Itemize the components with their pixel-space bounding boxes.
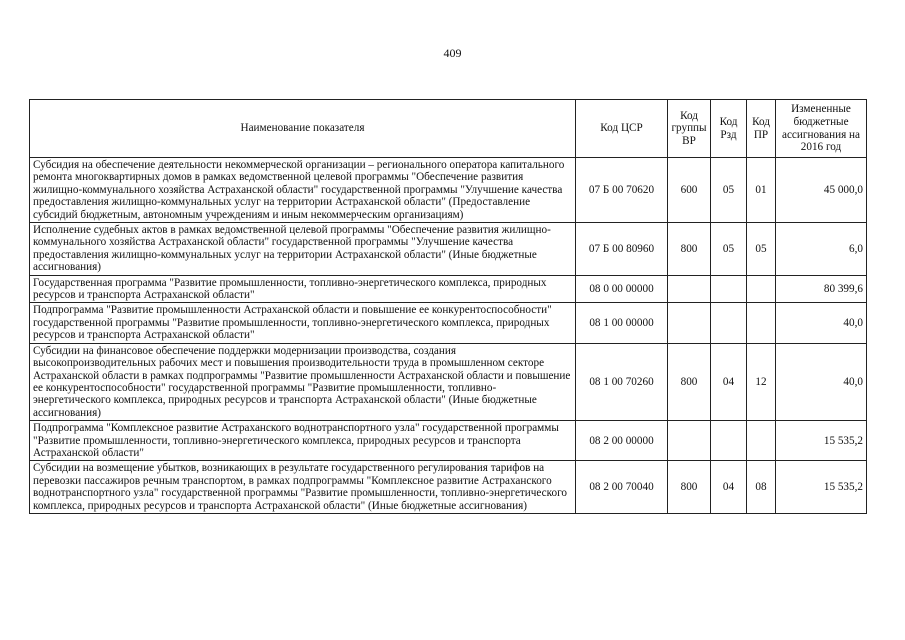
table-row: [30, 461, 867, 514]
row-rzd: [711, 421, 747, 461]
page-number: 409: [443, 46, 462, 60]
row-vr: 800: [668, 461, 711, 514]
row-rzd: [711, 303, 747, 343]
row-csr: 07 Б 00 80960: [576, 223, 668, 276]
row-pr: 01: [747, 158, 776, 223]
row-amount: 40,0: [776, 343, 867, 420]
row-vr: [668, 275, 711, 303]
row-amount: 40,0: [776, 303, 867, 343]
row-csr: 08 0 00 00000: [576, 275, 668, 303]
table-header-row: [30, 100, 867, 158]
row-amount: 80 399,6: [776, 275, 867, 303]
header-amount: Измененные бюджетные ассигнования на 2016 год: [776, 100, 867, 158]
row-rzd: 04: [711, 343, 747, 420]
row-vr: [668, 303, 711, 343]
row-csr: 08 1 00 70260: [576, 343, 668, 420]
row-name: Подпрограмма "Развитие промышленности Астраханской области и повышение ее конкурентоспособности" государственной программы "Развитие промышленности, топливно-энергетического комплекса, природных ресурсов и транспорта Астраханской области": [30, 303, 576, 343]
row-name: Субсидии на финансовое обеспечение поддержки модернизации производства, создания высокопроизводительных рабочих мест и повышения производительности труда в промышленном секторе Астраханской области в рамках подпрограммы "Развитие промышленности Астраханской области и повышение ее конкурентоспособности" государственной программы "Развитие промышленности, топливно-энергетического комплекса, природных ресурсов и транспорта Астраханской области" (Иные бюджетные ассигнования): [30, 343, 576, 420]
row-rzd: 05: [711, 158, 747, 223]
header-rzd: Код Рзд: [711, 100, 747, 158]
table-row: [30, 223, 867, 276]
row-vr: 800: [668, 223, 711, 276]
row-csr: 08 1 00 00000: [576, 303, 668, 343]
table-row: [30, 275, 867, 303]
row-amount: 45 000,0: [776, 158, 867, 223]
row-pr: [747, 421, 776, 461]
row-name: Субсидии на возмещение убытков, возникающих в результате государственного регулирования тарифов на перевозки пассажиров речным транспортом, в рамках подпрограммы "Комплексное развитие Астраханского воднотранспортного узла" государственной программы "Развитие промышленности, топливно-энергетического комплекса, природных ресурсов и транспорта Астраханской области" (Иные бюджетные ассигнования): [30, 461, 576, 514]
row-pr: 12: [747, 343, 776, 420]
row-csr: 07 Б 00 70620: [576, 158, 668, 223]
row-amount: 6,0: [776, 223, 867, 276]
row-name: Субсидия на обеспечение деятельности некоммерческой организации – регионального оператора капитального ремонта многоквартирных домов в рамках ведомственной целевой программы "Обеспечение развития жилищно-коммунального хозяйства Астраханской области" государственной программы "Улучшение качества предоставления жилищно-коммунальных услуг на территории Астраханской области" (Предоставление субсидий бюджетным, автономным учреждениям и иным некоммерческим организациям): [30, 158, 576, 223]
row-pr: [747, 275, 776, 303]
row-pr: 08: [747, 461, 776, 514]
row-amount: 15 535,2: [776, 461, 867, 514]
table-row: [30, 158, 867, 223]
header-csr: Код ЦСР: [576, 100, 668, 158]
row-csr: 08 2 00 00000: [576, 421, 668, 461]
table-row: [30, 303, 867, 343]
row-pr: 05: [747, 223, 776, 276]
table-row: [30, 343, 867, 420]
budget-table: [29, 99, 867, 514]
header-vr: Код группы ВР: [668, 100, 711, 158]
row-amount: 15 535,2: [776, 421, 867, 461]
header-pr: Код ПР: [747, 100, 776, 158]
row-name: Исполнение судебных актов в рамках ведомственной целевой программы "Обеспечение развития жилищно-коммунального хозяйства Астраханской области" государственной программы "Улучшение качества предоставления жилищно-коммунальных услуг на территории Астраханской области" (Иные бюджетные ассигнования): [30, 223, 576, 276]
row-vr: 600: [668, 158, 711, 223]
row-name: Государственная программа "Развитие промышленности, топливно-энергетического комплекса, природных ресурсов и транспорта Астраханской области": [30, 275, 576, 303]
table-row: [30, 421, 867, 461]
row-vr: 800: [668, 343, 711, 420]
row-pr: [747, 303, 776, 343]
row-rzd: 04: [711, 461, 747, 514]
row-csr: 08 2 00 70040: [576, 461, 668, 514]
row-name: Подпрограмма "Комплексное развитие Астраханского воднотранспортного узла" государственной программы "Развитие промышленности, топливно-энергетического комплекса, природных ресурсов и транспорта Астраханской области": [30, 421, 576, 461]
header-name: Наименование показателя: [30, 100, 576, 158]
row-vr: [668, 421, 711, 461]
row-rzd: 05: [711, 223, 747, 276]
row-rzd: [711, 275, 747, 303]
